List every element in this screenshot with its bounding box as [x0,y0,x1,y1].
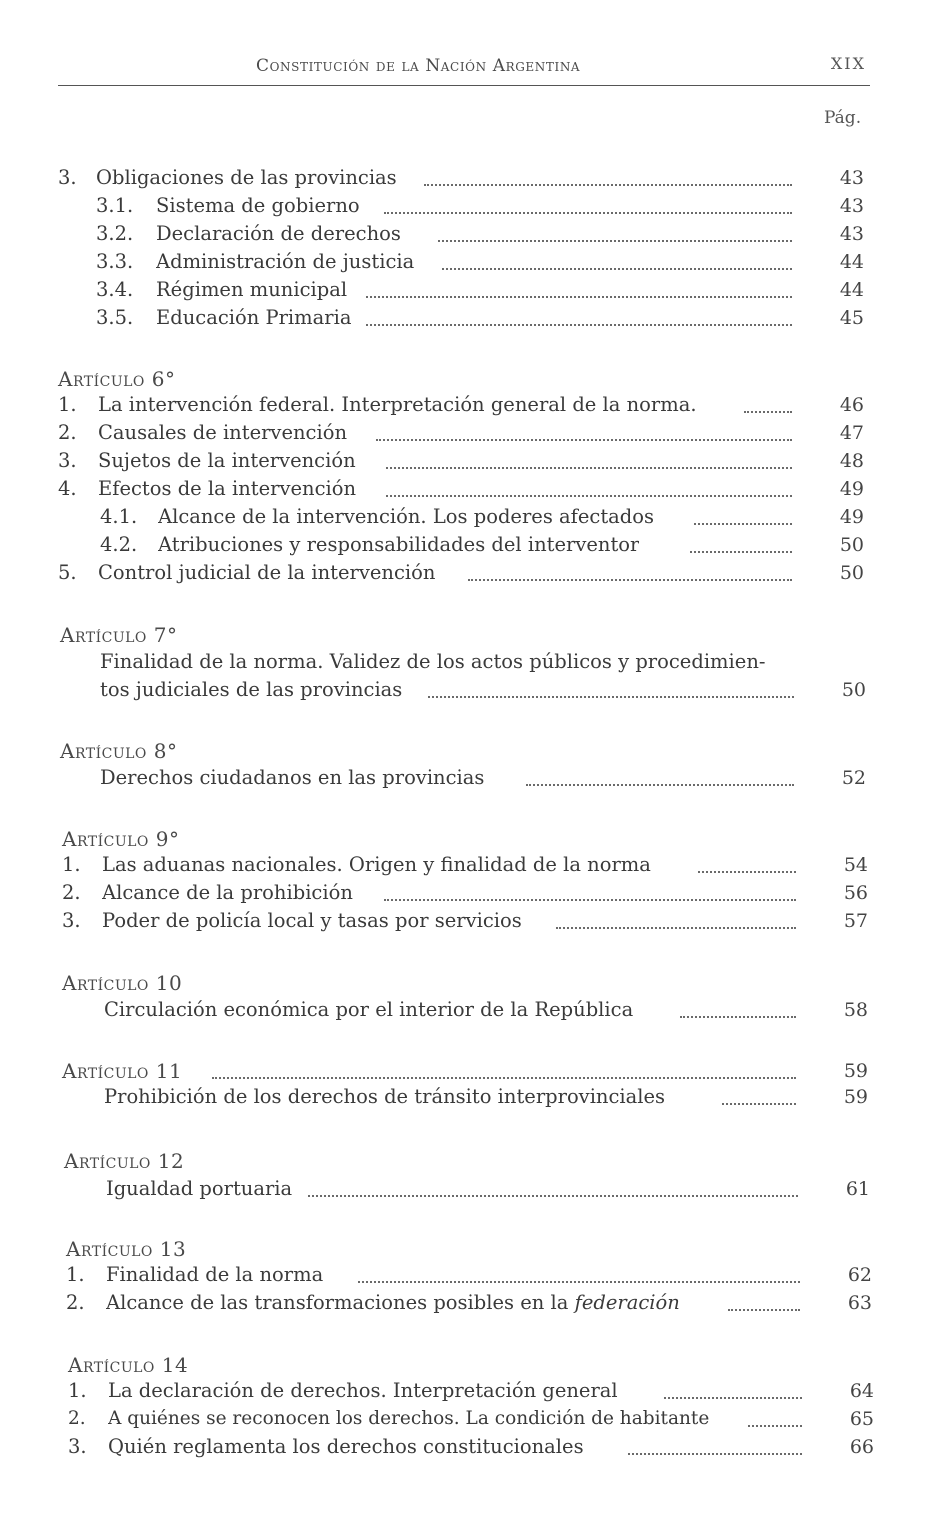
article-heading: Artículo 10 [62,971,183,995]
dot-leader [468,575,792,581]
entry-number: 2. [62,881,81,904]
dot-leader [628,1449,802,1455]
entry-page: 59 [843,1086,868,1108]
entry-title: Alcance de la intervención. Los poderes afectados [158,505,655,528]
entry-page: 50 [841,679,866,701]
header-title: Constitución de la Nación Argentina [256,56,581,76]
entry-page: 66 [849,1436,874,1458]
entry-title: A quiénes se reconocen los derechos. La condición de habitante [108,1408,710,1429]
entry-page: 49 [839,478,864,500]
entry-page: 56 [843,882,868,904]
toc-entry [58,277,870,303]
entry-title: Sujetos de la intervención [98,449,356,472]
entry-number: 3. [58,449,77,472]
entry-page: 54 [843,854,868,876]
toc-entry [62,852,874,878]
article-heading: Artículo 12 [64,1149,185,1173]
dot-leader [358,1277,800,1283]
entry-title: Régimen municipal [156,278,348,301]
toc-entry [62,997,874,1023]
dot-leader [438,236,792,242]
dot-leader [376,435,792,441]
entry-number: 4.2. [100,533,138,556]
entry-title: Educación Primaria [156,306,352,329]
dot-leader [690,547,792,553]
dot-leader [386,463,792,469]
entry-title: Quién reglamenta los derechos constitucionales [108,1435,584,1458]
toc-entry [68,1406,880,1432]
entry-title: Circulación económica por el interior de la República [104,998,634,1021]
toc-entry [66,1290,878,1316]
entry-page: 48 [839,450,864,472]
dot-leader [664,1393,802,1399]
entry-number: 4. [58,477,77,500]
entry-number: 1. [68,1379,87,1402]
entry-title: Las aduanas nacionales. Origen y finalidad de la norma [102,853,651,876]
entry-page: 47 [839,422,864,444]
entry-number: 3.4. [96,278,134,301]
toc-entry [58,420,870,446]
dot-leader [366,320,792,326]
article-heading: Artículo 11 [62,1059,183,1083]
entry-page: 62 [847,1264,872,1286]
entry-page: 64 [849,1380,874,1402]
entry-page: 65 [849,1408,874,1430]
toc-article-entry [62,1058,874,1084]
article-heading: Artículo 9° [62,827,180,851]
article-heading: Artículo 8° [60,739,178,763]
entry-title: La declaración de derechos. Interpretación general [108,1379,618,1402]
toc-entry [58,249,870,275]
entry-number: 4.1. [100,505,138,528]
entry-title: Declaración de derechos [156,222,401,245]
entry-number: 3. [58,166,77,189]
toc-entry [60,765,872,791]
entry-title: La intervención federal. Interpretación general de la norma. [98,393,697,416]
dot-leader [384,208,792,214]
dot-leader [212,1073,796,1079]
entry-title-text: Alcance de las transformaciones posibles en la [106,1291,569,1314]
entry-number: 3. [68,1435,87,1458]
entry-page: 52 [841,767,866,789]
dot-leader [728,1305,800,1311]
entry-number: 3.2. [96,222,134,245]
running-header [58,48,870,86]
dot-leader [386,491,792,497]
toc-entry [66,1262,878,1288]
toc-entry [58,504,870,530]
entry-title: Prohibición de los derechos de tránsito interprovinciales [104,1085,666,1108]
dot-leader [308,1191,798,1197]
entry-title: Derechos ciudadanos en las provincias [100,766,485,789]
toc-entry [62,880,874,906]
entry-title-emphasis: federación [574,1291,680,1314]
toc-entry [58,448,870,474]
toc-entry [58,193,870,219]
dot-leader [556,923,796,929]
entry-number: 2. [68,1408,86,1429]
entry-page: 44 [839,251,864,273]
entry-number: 1. [66,1263,85,1286]
toc-entry [58,476,870,502]
toc-entry [68,1378,880,1404]
toc-entry-line [60,649,872,675]
entry-number: 2. [58,421,77,444]
entry-page: 43 [839,195,864,217]
entry-number: 1. [58,393,77,416]
toc-entry [62,1084,874,1110]
entry-title: Alcance de la prohibición [102,881,353,904]
toc-entry [62,908,874,934]
entry-page: 50 [839,562,864,584]
entry-number: 3.3. [96,250,134,273]
toc-entry [60,677,872,703]
entry-title: Causales de intervención [98,421,348,444]
dot-leader [744,407,792,413]
entry-title: Igualdad portuaria [106,1177,293,1200]
toc-entry [58,392,870,418]
entry-number: 3. [62,909,81,932]
toc-entry [58,221,870,247]
entry-page: 44 [839,279,864,301]
entry-page: 61 [845,1178,870,1200]
header-page-number: XIX [830,54,866,73]
toc-entry [58,560,870,586]
dot-leader [694,519,792,525]
entry-number: 1. [62,853,81,876]
entry-title [106,1290,680,1316]
entry-page: 58 [843,999,868,1021]
article-heading: Artículo 14 [68,1353,189,1377]
toc-entry [58,305,870,331]
entry-page: 49 [839,506,864,528]
dot-leader [680,1012,796,1018]
dot-leader [384,895,796,901]
dot-leader [748,1421,802,1427]
dot-leader [428,692,794,698]
dot-leader [698,867,796,873]
dot-leader [424,180,792,186]
entry-title: Obligaciones de las provincias [96,166,397,189]
dot-leader [722,1099,796,1105]
article-heading: Artículo 13 [66,1237,187,1261]
entry-title-continued: tos judiciales de las provincias [100,678,403,701]
entry-number: 3.5. [96,306,134,329]
entry-page: 63 [847,1292,872,1314]
entry-title: Sistema de gobierno [156,194,360,217]
dot-leader [526,780,794,786]
header-rule [58,85,870,86]
entry-title: Control judicial de la intervención [98,561,436,584]
page-column-label: Pág. [824,108,862,128]
toc-entry [58,165,870,191]
entry-page: 50 [839,534,864,556]
entry-number: 2. [66,1291,85,1314]
entry-title: Atribuciones y responsabilidades del interventor [158,533,640,556]
entry-title: Finalidad de la norma. Validez de los actos públicos y procedimien- [100,650,766,673]
entry-page: 43 [839,223,864,245]
entry-page: 57 [843,910,868,932]
dot-leader [366,292,792,298]
entry-page: 46 [839,394,864,416]
entry-number: 3.1. [96,194,134,217]
article-heading: Artículo 7° [60,623,178,647]
entry-title: Poder de policía local y tasas por servicios [102,909,522,932]
toc-entry [68,1434,880,1460]
entry-number: 5. [58,561,77,584]
toc-entry [64,1176,876,1202]
entry-page: 59 [843,1060,868,1082]
entry-page: 45 [839,307,864,329]
entry-title: Finalidad de la norma [106,1263,324,1286]
toc-entry [58,532,870,558]
entry-page: 43 [839,167,864,189]
entry-title: Efectos de la intervención [98,477,357,500]
dot-leader [442,264,792,270]
article-heading: Artículo 6° [58,367,176,391]
entry-title: Administración de justicia [156,250,415,273]
